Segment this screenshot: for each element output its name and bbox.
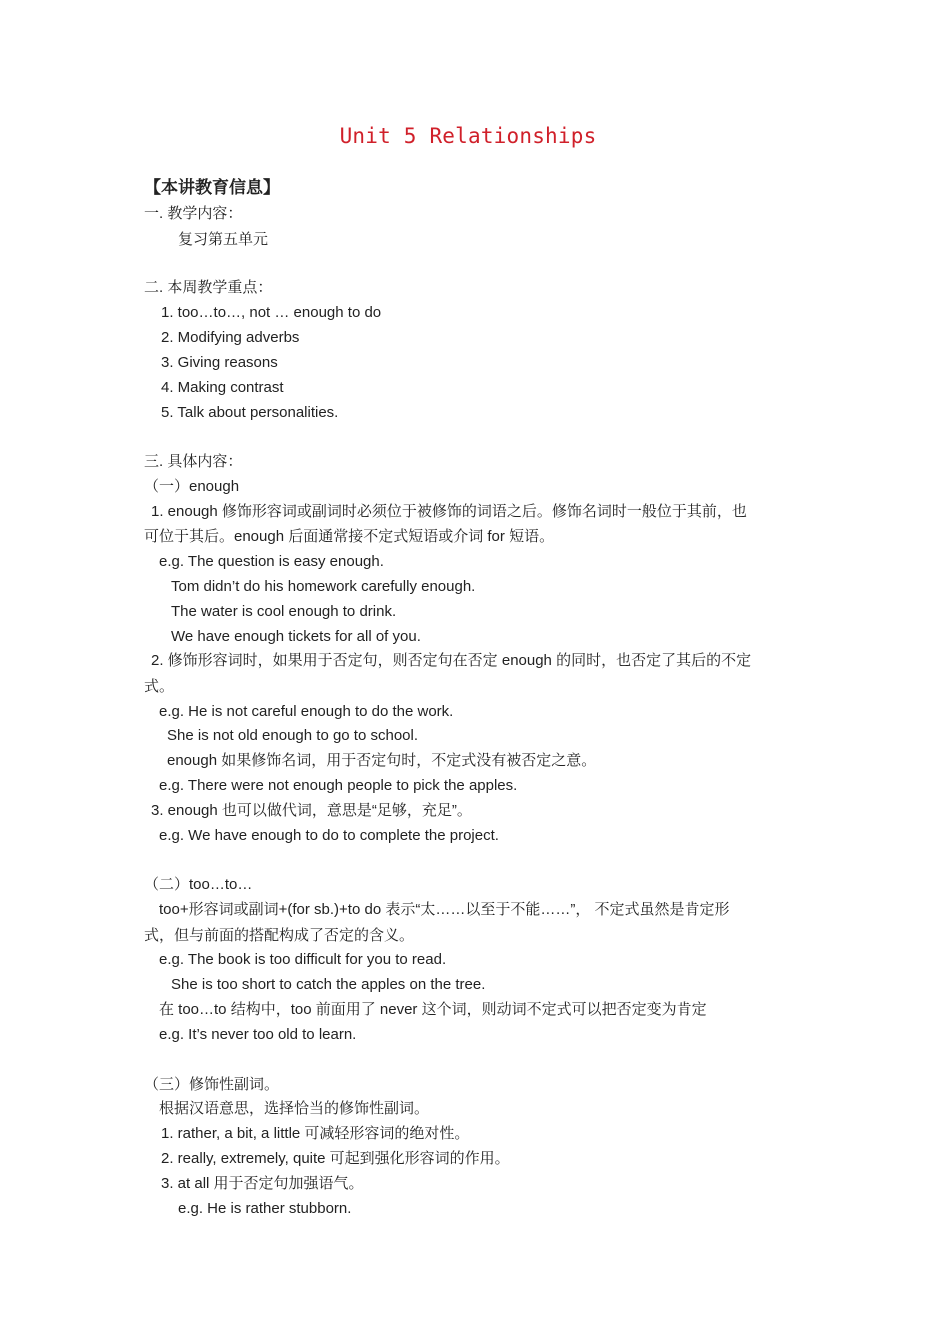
example-line: e.g. We have enough to do to complete the project. (159, 827, 499, 844)
list-item: 3. at all 用于否定句加强语气。 (161, 1175, 364, 1192)
paragraph-line: 可位于其后。enough 后面通常接不定式短语或介词 for 短语。 (144, 528, 555, 545)
example-line: She is too short to catch the apples on the tree. (171, 976, 486, 993)
paragraph-line: enough 如果修饰名词，用于否定句时，不定式没有被否定之意。 (167, 752, 597, 769)
example-line: e.g. He is not careful enough to do the work. (159, 703, 454, 720)
list-item: 3. Giving reasons (161, 354, 278, 371)
subsection-heading: （三）修饰性副词。 (144, 1076, 280, 1093)
document-title: Unit 5 Relationships (339, 124, 597, 148)
list-item: 1. too…to…, not … enough to do (161, 304, 382, 321)
paragraph-line: 根据汉语意思，选择恰当的修饰性副词。 (159, 1100, 430, 1117)
paragraph-line: too+形容词或副词+(for sb.)+to do 表示“太……以至于不能……”， 不定式虽然是肯定形 (159, 901, 730, 918)
list-item: 1. rather, a bit, a little 可减轻形容词的绝对性。 (161, 1125, 470, 1142)
example-line: The water is cool enough to drink. (171, 603, 397, 620)
paragraph-line: 式。 (144, 678, 175, 695)
paragraph-line: 复习第五单元 (178, 231, 269, 248)
section-heading-1: 一. 教学内容： (144, 205, 243, 222)
subsection-heading: （二）too…to… (144, 876, 253, 893)
paragraph-line: 式，但与前面的搭配构成了否定的含义。 (144, 927, 415, 944)
example-line: She is not old enough to go to school. (167, 727, 419, 744)
example-line: e.g. It’s never too old to learn. (159, 1026, 357, 1043)
paragraph-line: 3. enough 也可以做代词，意思是“足够，充足”。 (151, 802, 472, 819)
paragraph-line: 在 too…to 结构中，too 前面用了 never 这个词，则动词不定式可以把否定变为肯定 (159, 1001, 707, 1018)
example-line: e.g. He is rather stubborn. (178, 1200, 352, 1217)
example-line: e.g. The question is easy enough. (159, 553, 384, 570)
list-item: 2. really, extremely, quite 可起到强化形容词的作用。 (161, 1150, 510, 1167)
list-item: 4. Making contrast (161, 379, 284, 396)
list-item: 5. Talk about personalities. (161, 404, 339, 421)
section-heading-2: 二. 本周教学重点： (144, 279, 273, 296)
paragraph-line: 2. 修饰形容词时，如果用于否定句，则否定句在否定 enough 的同时，也否定了其后的不定 (151, 652, 752, 669)
subsection-heading: （一）enough (144, 478, 240, 495)
list-item: 2. Modifying adverbs (161, 329, 300, 346)
example-line: e.g. There were not enough people to pick the apples. (159, 777, 518, 794)
section-header: 【本讲教育信息】 (144, 178, 280, 197)
example-line: e.g. The book is too difficult for you to read. (159, 951, 447, 968)
section-heading-3: 三. 具体内容： (144, 453, 243, 470)
example-line: We have enough tickets for all of you. (171, 628, 421, 645)
paragraph-line: 1. enough 修饰形容词或副词时必须位于被修饰的词语之后。修饰名词时一般位于其前，也 (151, 503, 747, 520)
example-line: Tom didn’t do his homework carefully enough. (171, 578, 476, 595)
